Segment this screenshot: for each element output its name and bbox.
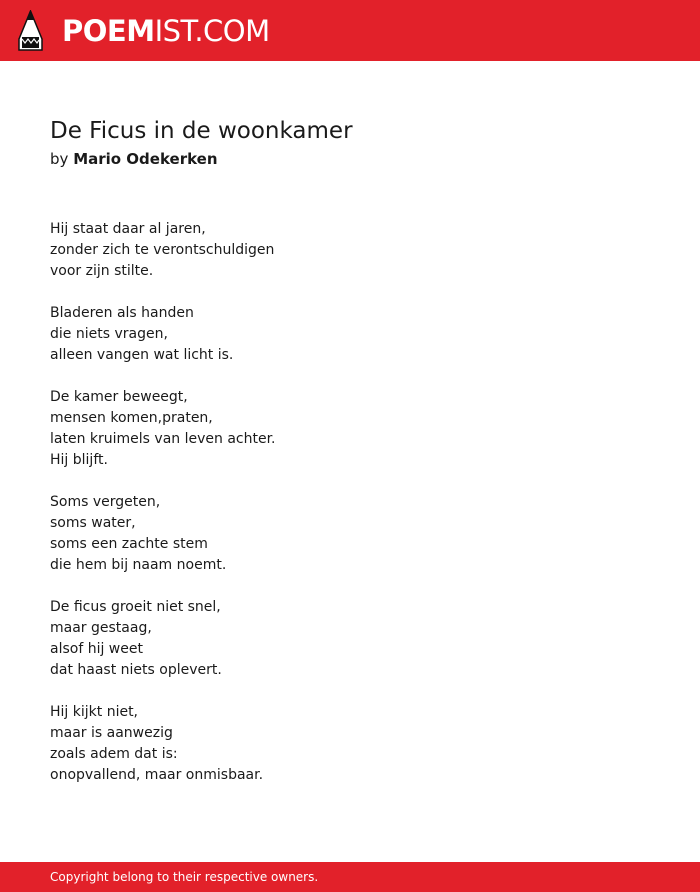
- poem-line: mensen komen,praten,: [50, 410, 213, 426]
- poem-line: voor zijn stilte.: [50, 263, 154, 279]
- poem-line: Hij blijft.: [50, 452, 108, 468]
- poem-line: dat haast niets oplevert.: [50, 662, 222, 678]
- poem-line: alleen vangen wat licht is.: [50, 347, 234, 363]
- pencil-icon[interactable]: [18, 10, 43, 51]
- byline: [50, 149, 218, 169]
- logo-text-light: IST.COM: [154, 14, 270, 48]
- stanza: [50, 597, 650, 681]
- stanza: [50, 387, 650, 471]
- poem-line: die niets vragen,: [50, 326, 168, 342]
- stanza: [50, 303, 650, 366]
- site-footer: [0, 862, 700, 892]
- poem-line: alsof hij weet: [50, 641, 143, 657]
- poem-line: laten kruimels van leven achter.: [50, 431, 276, 447]
- poem-line: zoals adem dat is:: [50, 746, 178, 762]
- poem-title: De Ficus in de woonkamer: [50, 118, 353, 144]
- poem-line: maar gestaag,: [50, 620, 152, 636]
- author-name: Mario Odekerken: [73, 150, 218, 168]
- poem-line: zonder zich te verontschuldigen: [50, 242, 275, 258]
- poem-line: die hem bij naam noemt.: [50, 557, 227, 573]
- site-logo[interactable]: [62, 13, 270, 49]
- poem-line: onopvallend, maar onmisbaar.: [50, 767, 264, 783]
- logo-text-bold: POEM: [62, 14, 155, 48]
- copyright-notice: Copyright belong to their respective owners.: [50, 870, 319, 884]
- site-header: [0, 0, 700, 61]
- by-label: by: [50, 150, 69, 168]
- poem-line: maar is aanwezig: [50, 725, 173, 741]
- poem-line: Hij kijkt niet,: [50, 704, 139, 720]
- stanza: [50, 219, 650, 282]
- poem-line: soms een zachte stem: [50, 536, 208, 552]
- poem-body: [50, 219, 650, 807]
- stanza: [50, 702, 650, 786]
- poem-line: Hij staat daar al jaren,: [50, 221, 206, 237]
- poem-line: De kamer beweegt,: [50, 389, 188, 405]
- poem-line: De ficus groeit niet snel,: [50, 599, 221, 615]
- stanza: [50, 492, 650, 576]
- poem-line: soms water,: [50, 515, 136, 531]
- poem-line: Bladeren als handen: [50, 305, 194, 321]
- poem-line: Soms vergeten,: [50, 494, 161, 510]
